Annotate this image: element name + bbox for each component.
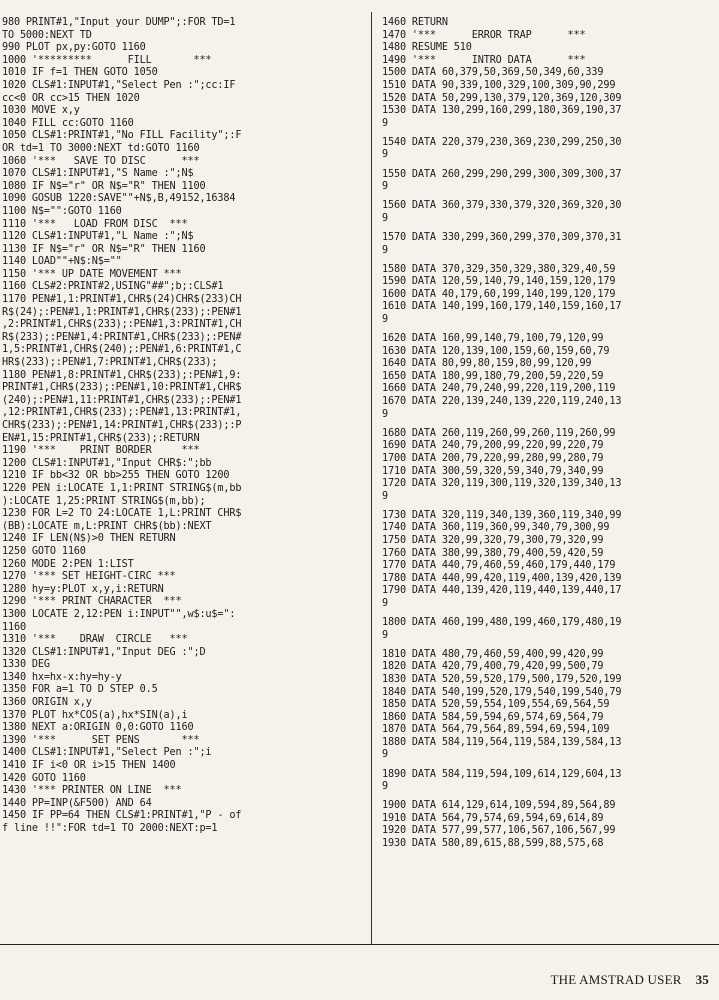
code-line: 1520 DATA 50,299,130,379,120,369,120,309 [382,92,622,104]
code-line: 1910 DATA 564,79,574,69,594,69,614,89 [382,812,604,824]
code-line: 9 [382,149,388,161]
code-line: 1810 DATA 480,79,460,59,400,99,420,99 [382,648,604,660]
code-listing-left-column [2,17,358,836]
code-line: 1470 '*** ERROR TRAP *** [382,29,586,41]
code-line: 1250 GOTO 1160 [2,545,86,557]
code-line: 1220 PEN i:LOCATE 1,1:PRINT STRING$(m,bb [2,482,242,494]
code-line: 1090 GOSUB 1220:SAVE""+N$,B,49152,16384 [2,193,236,205]
code-line: 1550 DATA 260,299,290,299,300,309,300,37 [382,168,622,180]
code-line: 1150 '*** UP DATE MOVEMENT *** [2,268,182,280]
code-line: 1180 PEN#1,8:PRINT#1,CHR$(233);:PEN#1,9: [2,369,242,381]
code-line: 1880 DATA 584,119,564,119,584,139,584,13 [382,736,622,748]
code-line: R$(233);:PEN#1,4:PRINT#1,CHR$(233);:PEN# [2,331,242,343]
code-line: 1840 DATA 540,199,520,179,540,199,540,79 [382,686,622,698]
code-line: 1530 DATA 130,299,160,299,180,369,190,37 [382,105,622,117]
code-line: EN#1,15:PRINT#1,CHR$(233);:RETURN [2,432,200,444]
code-line: 1290 '*** PRINT CHARACTER *** [2,596,182,608]
code-line: 1750 DATA 320,99,320,79,300,79,320,99 [382,534,604,546]
code-line: 1670 DATA 220,139,240,139,220,119,240,13 [382,396,622,408]
code-line: 9 [382,117,388,129]
code-line: R$(24);:PEN#1,1:PRINT#1,CHR$(233);:PEN#1 [2,306,242,318]
code-line: 1490 '*** INTRO DATA *** [382,54,586,66]
code-line: 1430 '*** PRINTER ON LINE *** [2,785,182,797]
code-line: 1330 DEG [2,659,50,671]
code-line: 1230 FOR L=2 TO 24:LOCATE 1,L:PRINT CHR$ [2,508,242,520]
code-line: cc<0 OR cc>15 THEN 1020 [2,92,140,104]
code-line: 1900 DATA 614,129,614,109,594,89,564,89 [382,800,616,812]
code-line: 1720 DATA 320,119,300,119,320,139,340,13 [382,478,622,490]
code-line: 1710 DATA 300,59,320,59,340,79,340,99 [382,465,604,477]
code-line: 1560 DATA 360,379,330,379,320,369,320,30 [382,200,622,212]
code-line: 1000 '********* FILL *** [2,54,212,66]
code-line: 1350 FOR a=1 TO D STEP 0.5 [2,684,158,696]
code-line: 980 PRINT#1,"Input your DUMP";:FOR TD=1 [2,17,236,28]
code-line: 9 [382,749,388,761]
code-line: 1870 DATA 564,79,564,89,594,69,594,109 [382,724,610,736]
code-line: 1650 DATA 180,99,180,79,200,59,220,59 [382,370,604,382]
code-line: 1130 IF N$="r" OR N$="R" THEN 1160 [2,243,206,255]
code-line: 9 [382,597,388,609]
code-line: 1510 DATA 90,339,100,329,100,309,90,299 [382,79,616,91]
code-line: 1320 CLS#1:INPUT#1,"Input DEG :";D [2,646,206,658]
code-line: 1340 hx=hx-x:hy=hy-y [2,671,122,683]
code-line: ,2:PRINT#1,CHR$(233);:PEN#1,3:PRINT#1,CH [2,319,242,331]
code-line: 1380 NEXT a:ORIGIN 0,0:GOTO 1160 [2,722,194,734]
magazine-name: THE AMSTRAD USER [550,972,682,987]
code-line: 1770 DATA 440,79,460,59,460,179,440,179 [382,560,616,572]
code-line: 1440 PP=INP(&F500) AND 64 [2,797,152,809]
code-line: (BB):LOCATE m,L:PRINT CHR$(bb):NEXT [2,520,212,532]
code-line: 1200 CLS#1:INPUT#1,"Input CHR$:";bb [2,457,212,469]
code-line: 1410 IF i<0 OR i>15 THEN 1400 [2,760,176,772]
code-line: 1160 [2,621,26,633]
code-line: 1260 MODE 2:PEN 1:LIST [2,558,134,570]
code-line: 1420 GOTO 1160 [2,772,86,784]
code-listing-right-column [382,17,712,851]
code-line: 1280 hy=y:PLOT x,y,i:RETURN [2,583,164,595]
code-line: 990 PLOT px,py:GOTO 1160 [2,42,146,54]
code-line: 1110 '*** LOAD FROM DISC *** [2,218,188,230]
code-line: 1060 '*** SAVE TO DISC *** [2,155,200,167]
code-line: 1030 MOVE x,y [2,105,80,117]
code-line: 1690 DATA 240,79,200,99,220,99,220,79 [382,440,604,452]
code-line: 1740 DATA 360,119,360,99,340,79,300,99 [382,522,610,534]
code-line: 1790 DATA 440,139,420,119,440,139,440,17 [382,585,622,597]
code-line: 1270 '*** SET HEIGHT-CIRC *** [2,571,176,583]
code-line: 1020 CLS#1:INPUT#1,"Select Pen :";cc:IF [2,79,236,91]
code-line: 1360 ORIGIN x,y [2,697,92,709]
code-line: f line !!":FOR td=1 TO 2000:NEXT:p=1 [2,823,218,834]
code-line: 1,5:PRINT#1,CHR$(240);:PEN#1,6:PRINT#1,C [2,344,242,356]
code-line: 1620 DATA 160,99,140,79,100,79,120,99 [382,333,604,345]
code-line: 1730 DATA 320,119,340,139,360,119,340,99 [382,509,622,521]
code-line: 1930 DATA 580,89,615,88,599,88,575,68 [382,838,604,850]
code-line: 1780 DATA 440,99,420,119,400,139,420,139 [382,572,622,584]
code-line: 1070 CLS#1:INPUT#1,"S Name :";N$ [2,168,194,180]
code-line: 1390 '*** SET PENS *** [2,734,200,746]
code-line: 1820 DATA 420,79,400,79,420,99,500,79 [382,661,604,673]
page-number: 35 [695,972,709,987]
code-line: 1160 CLS#2:PRINT#2,USING"##";b;:CLS#1 [2,281,224,293]
code-line: 1800 DATA 460,199,480,199,460,179,480,19 [382,617,622,629]
code-line: 1630 DATA 120,139,100,159,60,159,60,79 [382,345,610,357]
code-line: 1590 DATA 120,59,140,79,140,159,120,179 [382,276,616,288]
code-line: CHR$(233);:PEN#1,14:PRINT#1,CHR$(233);:P [2,420,242,431]
footer-rule [0,944,719,945]
code-line: PRINT#1,CHR$(233);:PEN#1,10:PRINT#1,CHR$ [2,382,242,394]
code-line: 9 [382,181,388,193]
code-line: 1500 DATA 60,379,50,369,50,349,60,339 [382,67,604,79]
code-line: 1920 DATA 577,99,577,106,567,106,567,99 [382,825,616,837]
code-line: 1240 IF LEN(N$)>0 THEN RETURN [2,533,176,545]
code-line: HR$(233);:PEN#1,7:PRINT#1,CHR$(233); [2,357,218,369]
code-line: ):LOCATE 1,25:PRINT STRING$(m,bb); [2,495,206,507]
code-line: 1480 RESUME 510 [382,42,472,54]
code-line: ,12:PRINT#1,CHR$(233);:PEN#1,13:PRINT#1, [2,407,242,419]
code-line: 1300 LOCATE 2,12:PEN i:INPUT"",w$:u$=": [2,608,236,620]
code-line: 1580 DATA 370,329,350,329,380,329,40,59 [382,263,616,275]
code-line: 1310 '*** DRAW CIRCLE *** [2,634,188,646]
code-line: 1040 FILL cc:GOTO 1160 [2,117,134,129]
code-line: 1050 CLS#1:PRINT#1,"No FILL Facility";:F [2,130,242,142]
code-line: 1140 LOAD""+N$:N$="" [2,256,122,268]
code-line: 9 [382,629,388,641]
code-line: 9 [382,244,388,256]
code-line: 1190 '*** PRINT BORDER *** [2,445,200,457]
code-line: 1400 CLS#1:INPUT#1,"Select Pen :";i [2,747,212,759]
code-line: 1370 PLOT hx*COS(a),hx*SIN(a),i [2,709,188,721]
code-line: OR td=1 TO 3000:NEXT td:GOTO 1160 [2,142,200,154]
code-line: 1680 DATA 260,119,260,99,260,119,260,99 [382,427,616,439]
code-line: TO 5000:NEXT TD [2,29,92,41]
page-footer [551,972,709,988]
code-line: 1170 PEN#1,1:PRINT#1,CHR$(24)CHR$(233)CH [2,294,242,306]
column-divider [371,12,372,944]
code-line: 1860 DATA 584,59,594,69,574,69,564,79 [382,711,604,723]
code-line: 1010 IF f=1 THEN GOTO 1050 [2,67,158,79]
code-line: (240);:PEN#1,11:PRINT#1,CHR$(233);:PEN#1 [2,394,242,406]
code-line: 9 [382,781,388,793]
code-line: 1760 DATA 380,99,380,79,400,59,420,59 [382,547,604,559]
code-line: 1540 DATA 220,379,230,369,230,299,250,30 [382,136,622,148]
code-line: 1450 IF PP=64 THEN CLS#1:PRINT#1,"P - of [2,810,242,822]
code-line: 9 [382,212,388,224]
code-line: 9 [382,313,388,325]
code-line: 1210 IF bb<32 OR bb>255 THEN GOTO 1200 [2,470,230,482]
code-line: 1570 DATA 330,299,360,299,370,309,370,31 [382,231,622,243]
code-line: 1890 DATA 584,119,594,109,614,129,604,13 [382,768,622,780]
code-line: 1640 DATA 80,99,80,159,80,99,120,99 [382,358,592,370]
code-line: 9 [382,408,388,420]
code-line: 1080 IF N$="r" OR N$="R" THEN 1100 [2,180,206,192]
code-line: 1610 DATA 140,199,160,179,140,159,160,17 [382,301,622,313]
code-line: 9 [382,490,388,502]
code-line: 1830 DATA 520,59,520,179,500,179,520,199 [382,673,622,685]
code-line: 1850 DATA 520,59,554,109,554,69,564,59 [382,699,610,711]
code-line: 1100 N$="":GOTO 1160 [2,205,122,217]
code-line: 1120 CLS#1:INPUT#1,"L Name :";N$ [2,231,194,243]
code-line: 1600 DATA 40,179,60,199,140,199,120,179 [382,288,616,300]
code-line: 1660 DATA 240,79,240,99,220,119,200,119 [382,383,616,395]
code-line: 1460 RETURN [382,17,448,28]
code-line: 1700 DATA 200,79,220,99,280,99,280,79 [382,452,604,464]
